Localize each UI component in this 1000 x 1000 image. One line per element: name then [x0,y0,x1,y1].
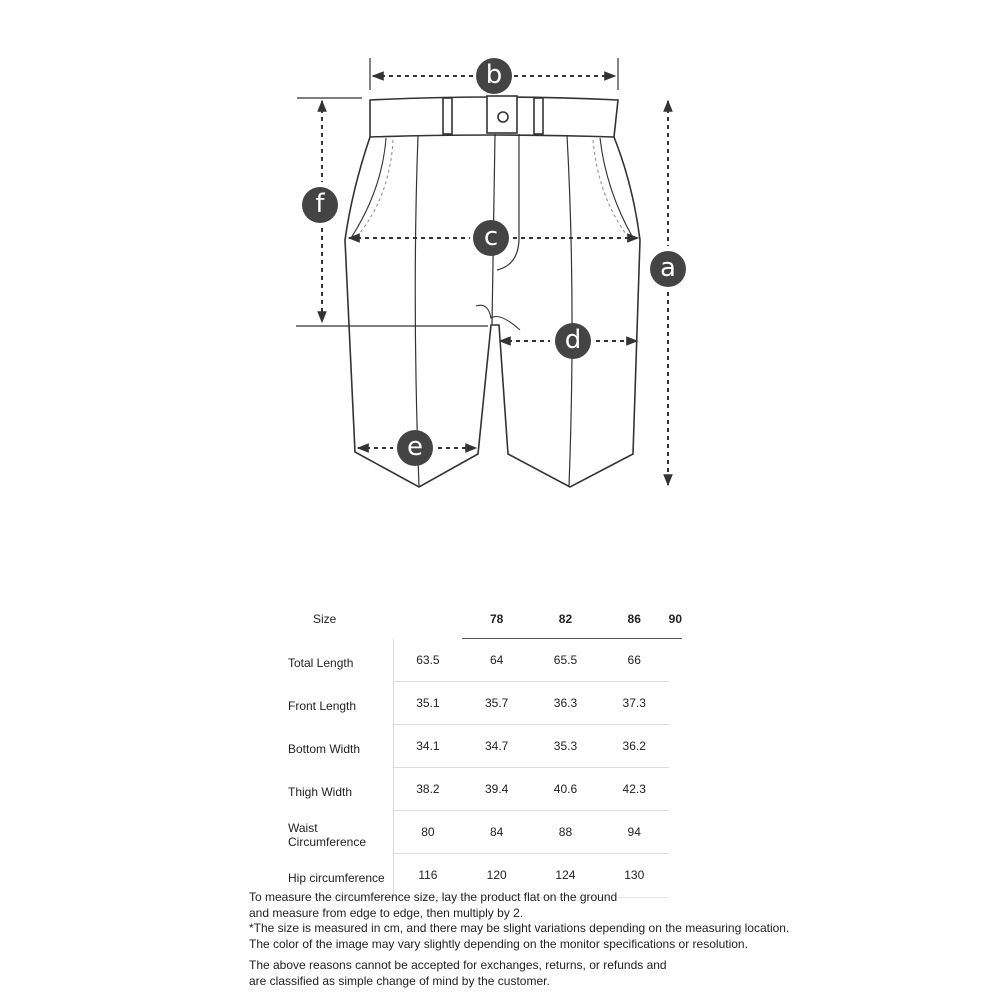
note-line: The color of the image may vary slightly depending on the monitor specifications or resolution. [249,936,748,951]
row-label-waist-circumference: Waist Circumference [280,811,393,854]
cell-value: 39.4 [462,768,531,811]
badge-f-label: f [315,189,325,219]
cell-value: 84 [462,811,531,854]
badge-e [397,430,433,466]
size-header-78: 78 [462,600,531,639]
cell-value: 35.3 [531,725,600,768]
badge-d-label: d [564,325,582,355]
table-row [280,768,682,811]
size-chart-table [280,600,682,898]
cell-value: 34.1 [393,725,462,768]
table-row [280,811,682,854]
badge-e-label: e [407,432,423,462]
cell-value: 65.5 [531,639,600,682]
cell-value: 37.3 [600,682,669,725]
badge-b [476,58,512,94]
cell-value: 34.7 [462,725,531,768]
cell-value: 38.2 [393,768,462,811]
notes-block-2 [249,958,869,989]
cell-value: 88 [531,811,600,854]
badge-d [555,323,591,359]
table-row [280,725,682,768]
size-header-label: Size [313,612,337,627]
badge-a [650,251,686,287]
cell-value: 66 [600,639,669,682]
table-row [280,682,682,725]
cell-value: 124 [531,854,600,898]
badge-a-label: a [660,253,676,283]
cell-value: 35.1 [393,682,462,725]
cell-value: 94 [600,811,669,854]
pocket-stitching [359,140,626,234]
note-line: To measure the circumference size, lay the product flat on the ground [249,890,618,904]
cell-value: 64 [462,639,531,682]
cell-value: 116 [393,854,462,898]
cell-value: 35.7 [462,682,531,725]
note-line: and measure from edge to edge, then multiply by 2. [249,905,524,920]
size-header-86: 86 [600,600,669,639]
row-label-hip-circumference: Hip circumference [280,854,393,898]
cell-value: 36.2 [600,725,669,768]
row-label-bottom-width: Bottom Width [280,725,393,768]
size-header-90: 90 [669,600,682,639]
badge-c-label: c [483,222,499,252]
badge-f [302,187,338,223]
shorts-outline [345,96,640,487]
badge-c [473,220,509,256]
badge-b-label: b [485,60,503,90]
table-row [280,639,682,682]
size-header-row [280,600,682,639]
cell-value: 42.3 [600,768,669,811]
cell-value: 130 [600,854,669,898]
note-line: *The size is measured in cm, and there may be slight variations depending on the measuring location. [249,921,790,935]
row-label-total-length: Total Length [280,639,393,682]
size-header-82: 82 [531,600,600,639]
note-line: The above reasons cannot be accepted for exchanges, returns, or refunds and [249,958,667,972]
cell-value: 36.3 [531,682,600,725]
cell-value: 120 [462,854,531,898]
note-line: are classified as simple change of mind by the customer. [249,973,550,988]
cell-value: 63.5 [393,639,462,682]
row-label-front-length: Front Length [280,682,393,725]
cell-value: 40.6 [531,768,600,811]
measurement-notes [249,890,869,995]
cell-value: 80 [393,811,462,854]
notes-block-1 [249,890,869,952]
row-label-thigh-width: Thigh Width [280,768,393,811]
